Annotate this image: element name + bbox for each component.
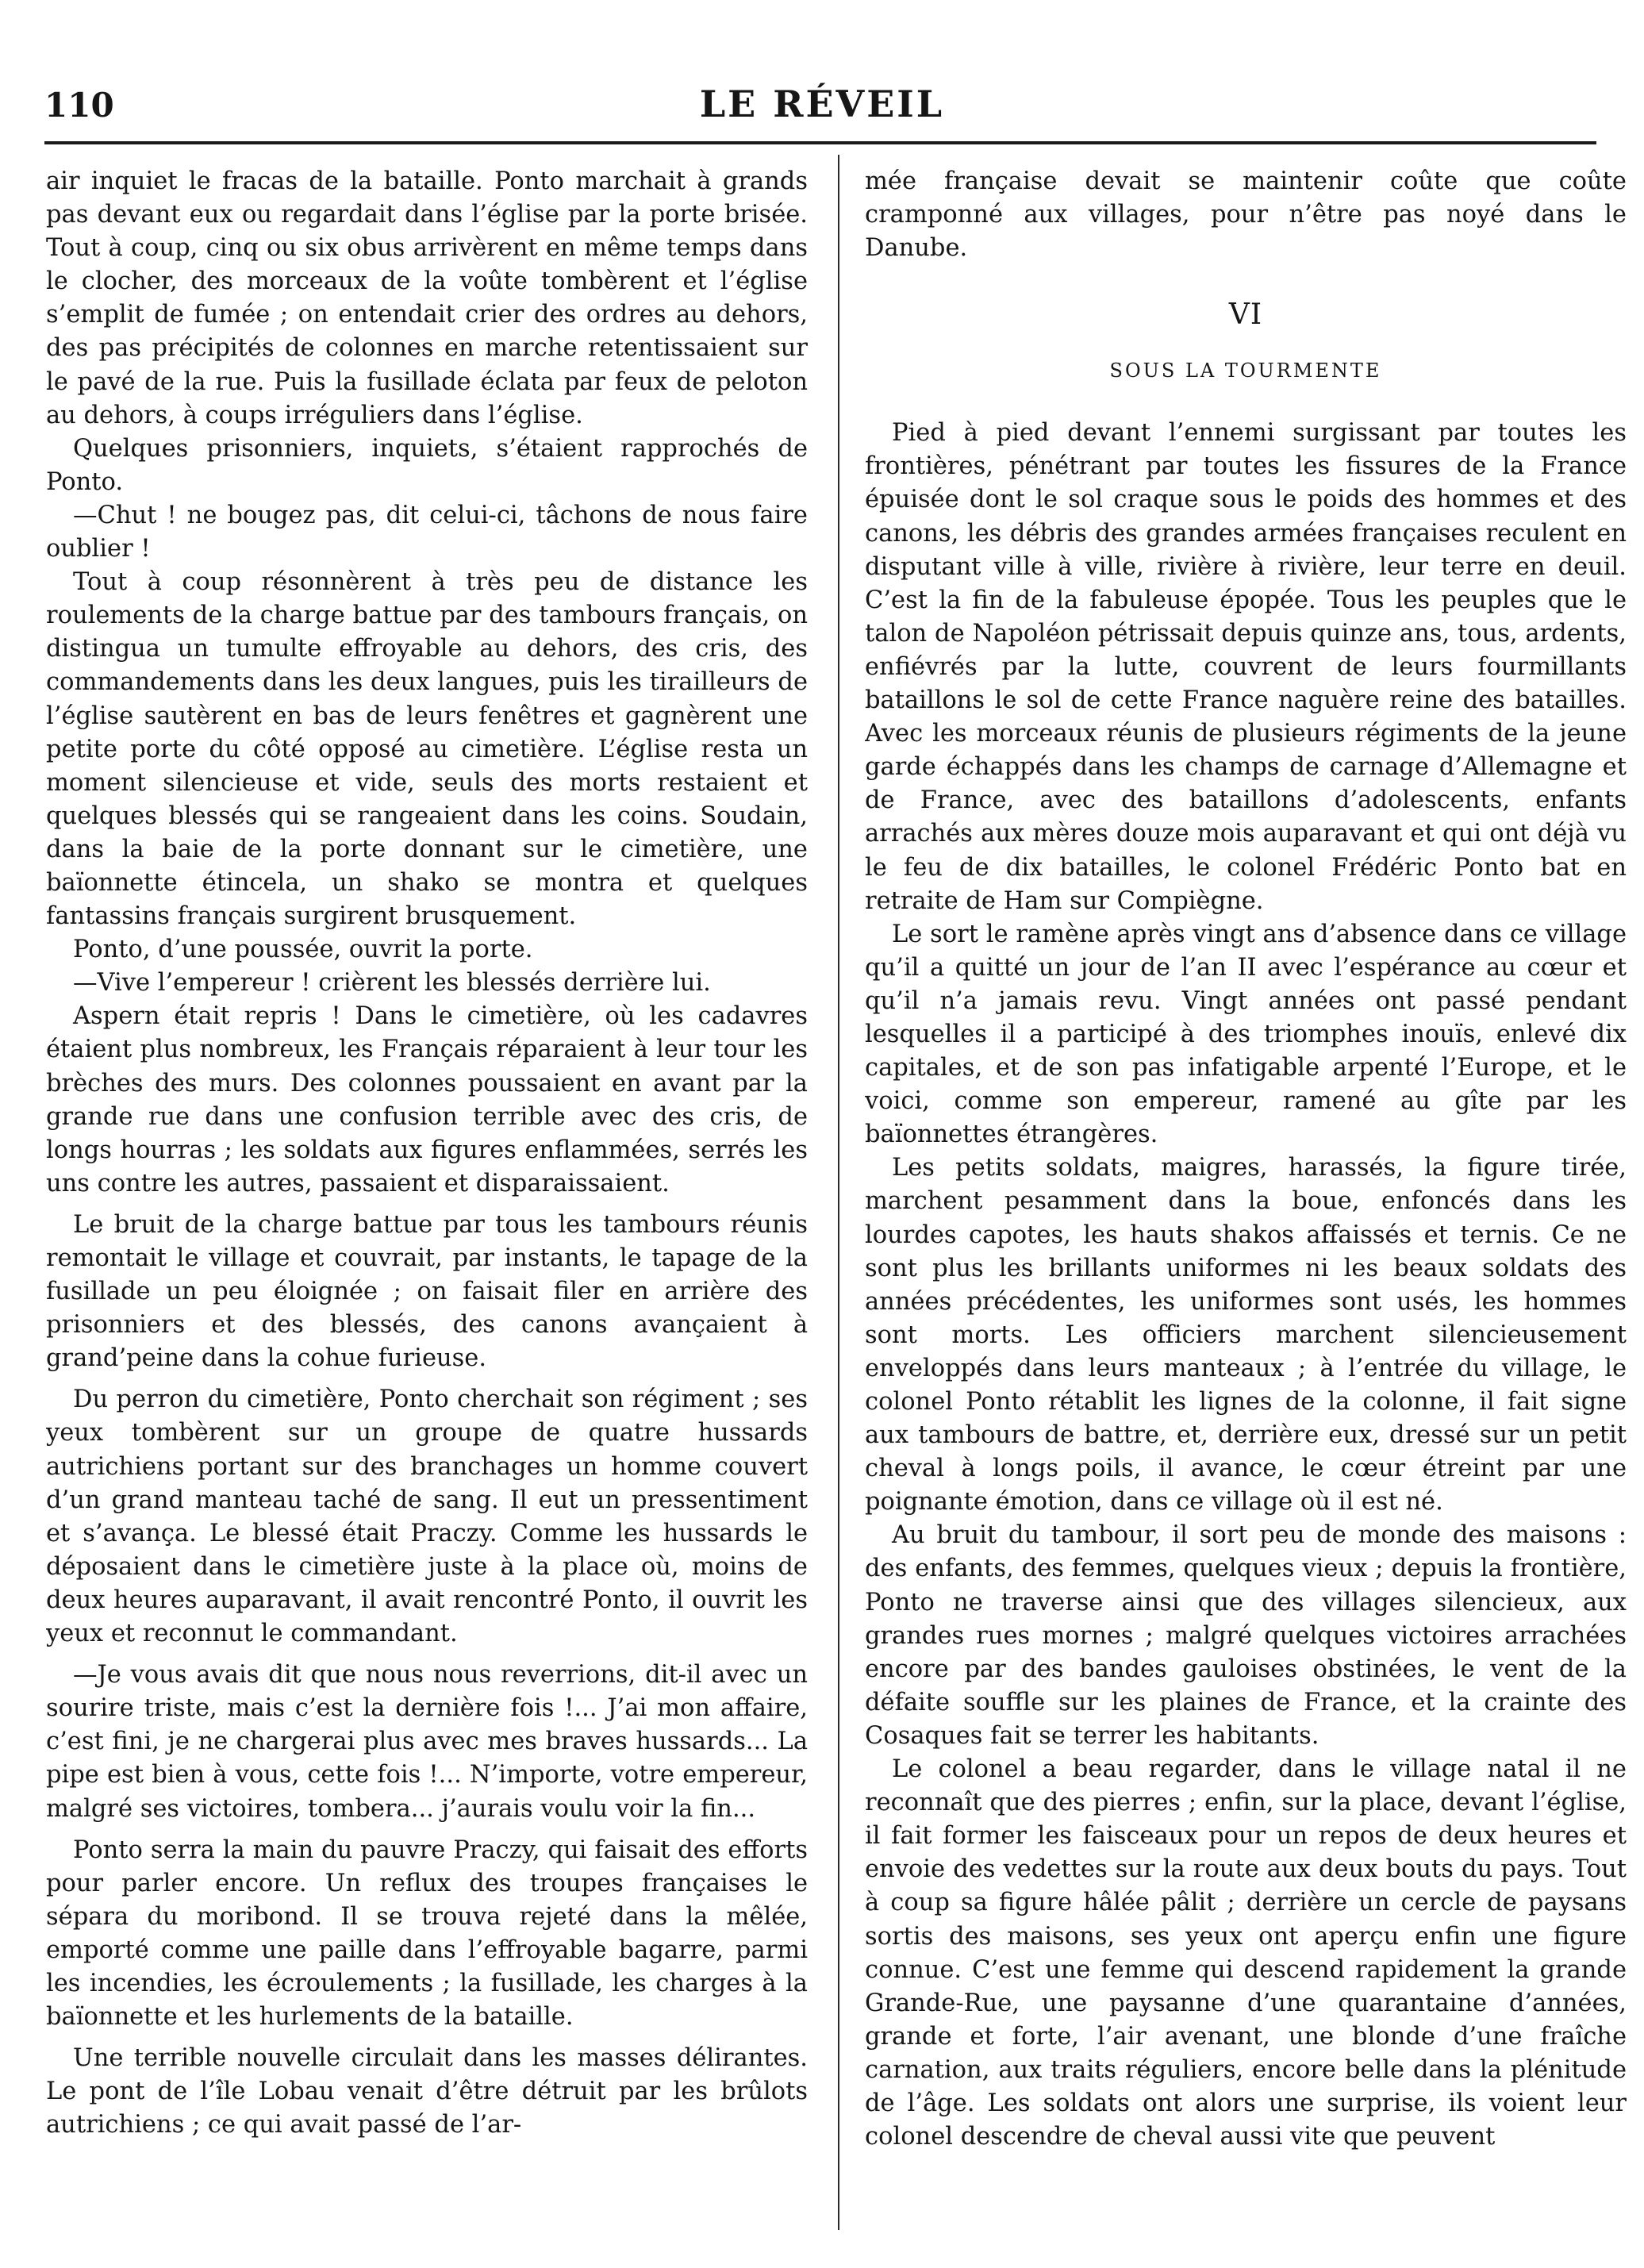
paragraph: Les petits soldats, maigres, harassés, la figure tirée, marchent pesamment dans la boue, enfoncés dans les lourdes capotes, les hauts shakos affaissés et ternis. Ce ne sont plus les brillants uniformes ni les beaux soldats des années précédentes, les uniformes sont usés, les hommes sont morts. Les officiers marchent silencieusement enveloppés dans leurs manteaux ; à l’entrée du village, le colonel Ponto rétablit les lignes de la colonne, il fait signe aux tambours de battre, et, derrière eux, dressé sur un petit cheval à longs poils, il avance, le cœur étreint par une poignante émotion, dans ce village où il est né. <box>865 1154 1627 1516</box>
running-title: LE RÉVEIL <box>699 83 945 125</box>
page-number: 110 <box>44 86 114 125</box>
paragraph: Du perron du cimetière, Ponto cherchait son régiment ; ses yeux tombèrent sur un groupe de quatre hussards autrichiens portant sur des branchages un homme couvert d’un grand manteau taché de sang. Il eut un pressentiment et s’avança. Le blessé était Praczy. Comme les hussards le déposaient dans le cimetière juste à la place où, moins de deux heures auparavant, il avait rencontré Ponto, il ouvrit les yeux et reconnut le commandant. <box>46 1386 808 1648</box>
paragraph: Le bruit de la charge battue par tous les tambours réunis remontait le village et couvrait, par instants, le tapage de la fusillade un peu éloignée ; on faisait filer en arrière des prisonniers et des blessés, des canons avançaient à grand’peine dans la cohue furieuse. <box>46 1210 808 1373</box>
paragraph: Aspern était repris ! Dans le cimetière, où les cadavres étaient plus nombreux, les Français réparaient à leur tour les brèches des murs. Des colonnes poussaient en avant par la grande rue dans une confusion terrible avec des cris, de longs hourras ; les soldats aux figures enflammées, serrés les uns contre les autres, passaient et disparaissaient. <box>46 1002 808 1197</box>
paragraph: Ponto serra la main du pauvre Praczy, qui faisait des efforts pour parler encore. Un reflux des troupes françaises le sépara du moribond. Il se trouva rejeté dans la mêlée, emporté comme une paille dans l’effroyable bagarre, parmi les incendies, les écroulements ; la fusillade, les charges à la baïonnette et les hurlements de la bataille. <box>46 1836 808 2032</box>
chapter-title: SOUS LA TOURMENTE <box>1109 359 1382 382</box>
left-column <box>46 165 808 2244</box>
paragraph: Ponto, d’une poussée, ouvrit la porte. <box>73 936 533 964</box>
chapter-number: VI <box>1228 298 1263 332</box>
header-rule <box>44 141 1596 144</box>
paragraph: —Chut ! ne bougez pas, dit celui-ci, tâchons de nous faire oublier ! <box>46 501 808 563</box>
column-divider <box>838 155 839 2230</box>
paragraph: Tout à coup résonnèrent à très peu de distance les roulements de la charge battue par des tambours français, on distingua un tumulte effroyable au dehors, des cris, des commandements dans les deux langues, puis les tirailleurs de l’église sautèrent en bas de leurs fenêtres et gagnèrent une petite porte du côté opposé au cimetière. L’église resta un moment silencieuse et vide, seuls des morts restaient et quelques blessés qui se rangeaient dans les coins. Soudain, dans la baie de la porte donnant sur le cimetière, une baïonnette étincela, un shako se montra et quelques fantassins français surgirent brusquement. <box>46 568 808 931</box>
paragraph: Le colonel a beau regarder, dans le village natal il ne reconnaît que des pierres ; enfin, sur la place, devant l’église, il fait former les faisceaux pour un repos de deux heures et envoie des vedettes sur la route aux deux bouts du pays. Tout à coup sa figure hâlée pâlit ; derrière un cercle de paysans sortis des maisons, ses yeux ont aperçu enfin une figure connue. C’est une femme qui descend rapidement la grande Grande-Rue, une paysanne d’une quarantaine d’années, grande et forte, l’air avenant, une blonde d’une fraîche carnation, aux traits réguliers, encore belle dans la plénitude de l’âge. Les soldats ont alors une surprise, ils voient leur colonel descendre de cheval aussi vite que peuvent <box>865 1755 1627 2151</box>
paragraph: Quelques prisonniers, inquiets, s’étaient rapprochés de Ponto. <box>46 434 808 496</box>
paragraph: Une terrible nouvelle circulait dans les masses délirantes. Le pont de l’île Lobau venait d’être détruit par les brûlots autrichiens ; ce qui avait passé de l’ar- <box>46 2044 808 2139</box>
page-header <box>0 0 1644 159</box>
paragraph: mée française devait se maintenir coûte que coûte cramponné aux villages, pour n’être pas noyé dans le Danube. <box>865 167 1627 263</box>
right-column <box>865 165 1627 2244</box>
paragraph: Le sort le ramène après vingt ans d’absence dans ce village qu’il a quitté un jour de l’an II avec l’espérance au cœur et qu’il n’a jamais revu. Vingt années ont passé pendant lesquelles il a participé à des triomphes inouïs, enlevé dix capitales, et de son pas infatigable arpenté l’Europe, et le voici, comme son empereur, ramené au gîte par les baïonnettes étrangères. <box>865 920 1627 1149</box>
paragraph: Au bruit du tambour, il sort peu de monde des maisons : des enfants, des femmes, quelques vieux ; depuis la frontière, Ponto ne traverse ainsi que des villages silencieux, aux grandes rues mornes ; malgré quelques victoires arrachées encore par des bandes gauloises obstinées, le vent de la défaite souffle sur les plaines de France, et la crainte des Cosaques fait se terrer les habitants. <box>865 1521 1627 1750</box>
paragraph: air inquiet le fracas de la bataille. Ponto marchait à grands pas devant eux ou regardait dans l’église par la porte brisée. Tout à coup, cinq ou six obus arrivèrent en même temps dans le clocher, des morceaux de la voûte tombèrent et l’église s’emplit de fumée ; on entendait crier des ordres au dehors, des pas précipités de colonnes en marche retentissaient sur le pavé de la rue. Puis la fusillade éclata par feux de peloton au dehors, à coups irréguliers dans l’église. <box>46 167 808 429</box>
paragraph: —Je vous avais dit que nous nous reverrions, dit-il avec un sourire triste, mais c’est la dernière fois !... J’ai mon affaire, c’est fini, je ne chargerai plus avec mes braves hussards... La pipe est bien à vous, cette fois !... N’importe, votre empereur, malgré ses victoires, tombera... j’aurais voulu voir la fin... <box>46 1661 808 1823</box>
paragraph: —Vive l’empereur ! crièrent les blessés derrière lui. <box>73 969 711 998</box>
paragraph: Pied à pied devant l’ennemi surgissant par toutes les frontières, pénétrant par toutes les fissures de la France épuisée dont le sol craque sous le poids des hommes et des canons, les débris des grandes armées françaises reculent en disputant ville à ville, rivière à rivière, leur terre en deuil. C’est la fin de la fabuleuse épopée. Tous les peuples que le talon de Napoléon pétrissait depuis quinze ans, tous, ardents, enfiévrés par la lutte, couvrent de leurs fourmillants bataillons le sol de cette France naguère reine des batailles. Avec les morceaux réunis de plusieurs régiments de la jeune garde échappés dans les champs de carnage d’Allemagne et de France, avec des bataillons d’adolescents, enfants arrachés aux mères douze mois auparavant et qui ont déjà vu le feu de dix batailles, le colonel Frédéric Ponto bat en retraite de Ham sur Compiègne. <box>865 419 1627 915</box>
